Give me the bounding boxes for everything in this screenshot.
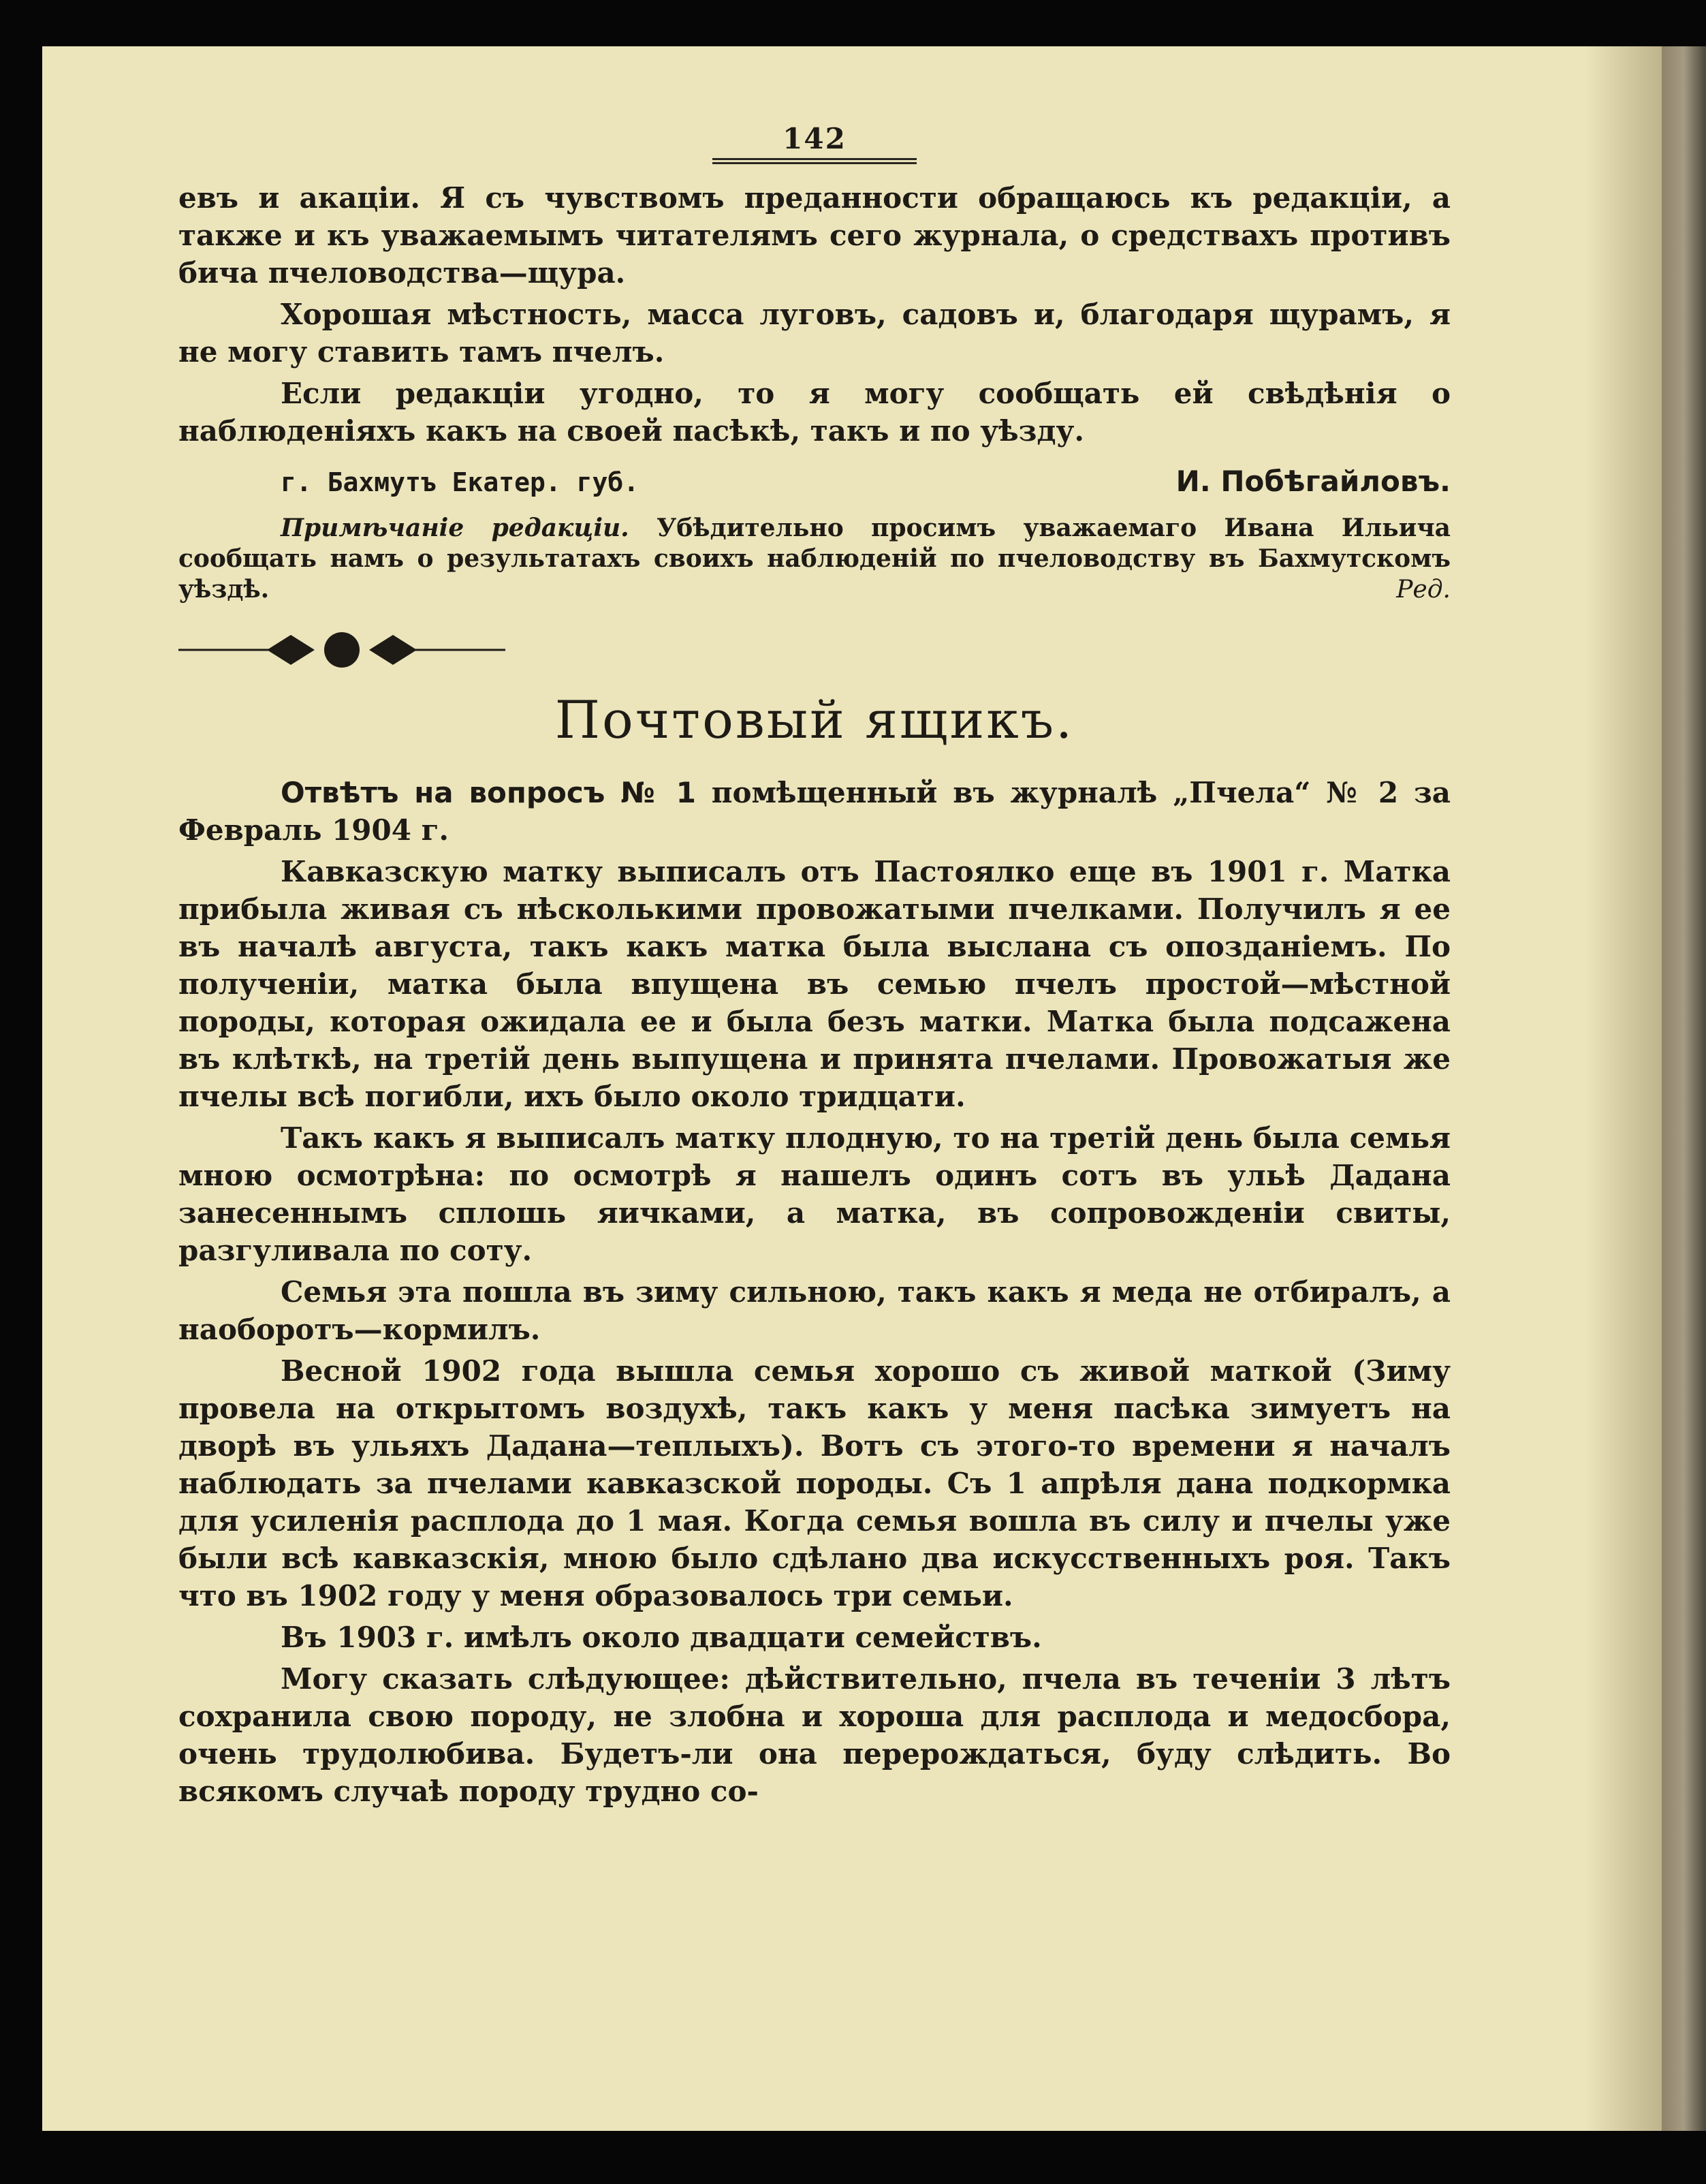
- answer-paragraph: Кавказскую матку выписалъ отъ Пастоялко еще въ 1901 г. Матка прибыла живая съ нѣсколькими провожатыми пчелками. Получилъ я ее въ началѣ августа, такъ какъ матка была выслана съ опозданiемъ. По полученiи, матка была впущена въ семью пчелъ простой—мѣстной породы, которая ожидала ее и была безъ матки. Матка была подсажена въ клѣткѣ, на третiй день выпущена и принята пчелами. Провожатыя же пчелы всѣ погибли, ихъ было около тридцати.: [178, 855, 1451, 1113]
- editor-note-sign: Ред.: [1396, 576, 1451, 604]
- letter-signature: [178, 465, 1451, 498]
- signature-place: г. Бахмутъ Екатер. губ.: [281, 467, 639, 497]
- editor-note: [178, 513, 1451, 605]
- editor-note-text: Убѣдительно просимъ уважаемаго Ивана Ильича сообщать намъ о результатахъ своихъ наблюденiй по пчеловодству въ Бахмутскомъ уѣздѣ.: [178, 514, 1451, 604]
- answer-heading: [178, 774, 1451, 849]
- answer-paragraph: Могу сказать слѣдующее: дѣйствительно, пчела въ теченiи 3 лѣтъ сохранила свою породу, не злобна и хороша для расплода и медосбора, очень трудолюбива. Будетъ-ли она перерождаться, буду слѣдить. Во всякомъ случаѣ породу трудно со-: [178, 1662, 1451, 1808]
- answer-paragraph: Весной 1902 года вышла семья хорошо съ живой маткой (Зиму провела на открытомъ воздухѣ, такъ какъ у меня пасѣка зимуетъ на дворѣ въ ульяхъ Дадана—теплыхъ). Вотъ съ этого-то времени я началъ наблюдать за пчелами кавказской породы. Съ 1 апрѣля дана подкормка для усиленiя расплода до 1 мая. Когда семья вошла въ силу и пчелы уже были всѣ кавказскiя, мною было сдѣлано два искусственныхъ роя. Такъ что въ 1902 году у меня образовалось три семьи.: [178, 1354, 1451, 1612]
- book-spine: [1662, 46, 1706, 2131]
- letter-paragraph: евъ и акацiи. Я съ чувствомъ преданности обращаюсь къ редакцiи, а также и къ уважаемымъ читателямъ сего журнала, о средствахъ противъ бича пчеловодства—щура.: [178, 181, 1451, 290]
- page-number-rule: [712, 158, 917, 164]
- letter-text: [178, 179, 1451, 450]
- letter-paragraph: Если редакцiи угодно, то я могу сообщать ей свѣдѣнiя о наблюденiяхъ какъ на своей пасѣкѣ, такъ и по уѣзду.: [178, 377, 1451, 448]
- editor-note-lead: Примѣчанiе редакцiи.: [281, 514, 629, 542]
- answer-article: [178, 774, 1451, 1810]
- answer-paragraph: Въ 1903 г. имѣлъ около двадцати семействъ.: [281, 1621, 1042, 1654]
- signature-name: И. Побѣгайловъ.: [1175, 465, 1451, 498]
- section-title: Почтовый ящикъ.: [554, 689, 1075, 750]
- answer-heading-rest: помѣщенный въ журналѣ „Пчела“ № 2 за Февраль 1904 г.: [178, 776, 1451, 847]
- answer-heading-lead: Отвѣтъ на вопросъ № 1: [281, 776, 696, 809]
- answer-paragraph: Такъ какъ я выписалъ матку плодную, то на третiй день была семья мною осмотрѣна: по осмотрѣ я нашелъ одинъ сотъ въ ульѣ Дадана занесеннымъ сплошь яичками, а матка, въ сопровожденiи свиты, разгуливала по соту.: [178, 1121, 1451, 1267]
- page-gutter-shadow: [1583, 46, 1665, 2131]
- answer-paragraph: Семья эта пошла въ зиму сильною, такъ какъ я меда не отбиралъ, а наоборотъ—кормилъ.: [178, 1275, 1451, 1346]
- letter-paragraph: Хорошая мѣстность, масса луговъ, садовъ и, благодаря щурамъ, я не могу ставить тамъ пчелъ.: [178, 298, 1451, 369]
- section-divider-ornament: [178, 629, 505, 670]
- page-number: 142: [783, 122, 847, 155]
- page-content: [178, 124, 1451, 1810]
